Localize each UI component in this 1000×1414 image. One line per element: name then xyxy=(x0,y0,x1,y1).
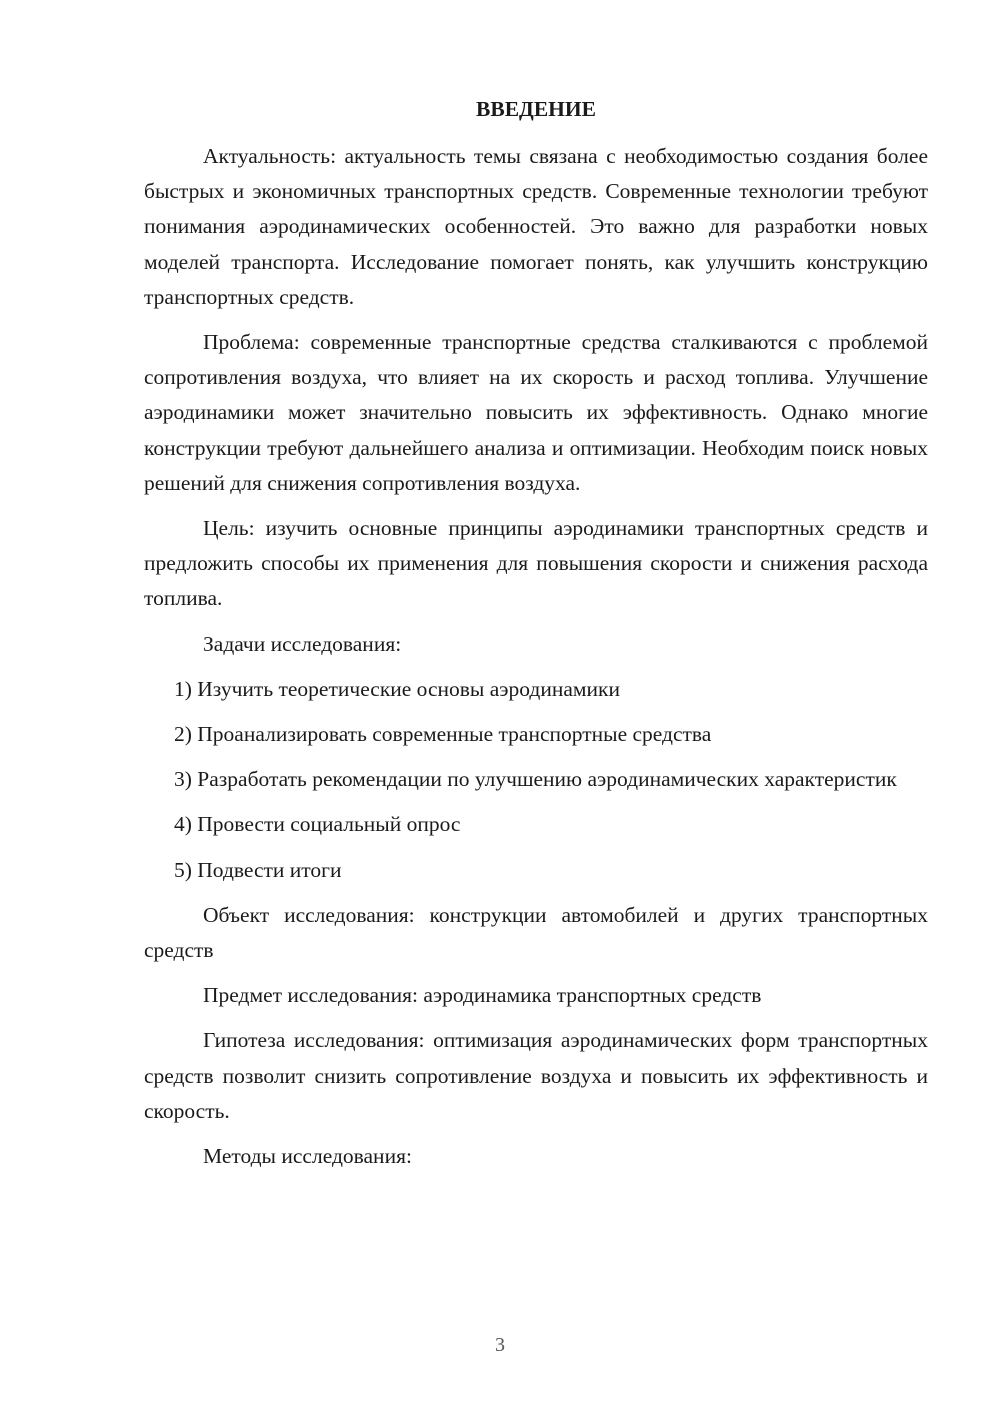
goal-paragraph: Цель: изучить основные принципы аэродинамики транспортных средств и предложить способы их применения для повышения скорости и снижения расхода топлива. xyxy=(144,516,928,611)
task-item: 4) Провести социальный опрос xyxy=(174,812,461,837)
problem-paragraph: Проблема: современные транспортные средства сталкиваются с проблемой сопротивления воздуха, что влияет на их скорость и расход топлива. Улучшение аэродинамики может значительно повысить их эффективность. Однако многие конструкции требуют дальнейшего анализа и оптимизации. Необходим поиск новых решений для снижения сопротивления воздуха. xyxy=(144,330,928,495)
tasks-heading: Задачи исследования: xyxy=(203,631,402,656)
section-title: ВВЕДЕНИЕ xyxy=(476,97,596,121)
relevance-paragraph: Актуальность: актуальность темы связана с необходимостью создания более быстрых и экономичных транспортных средств. Современные технологии требуют понимания аэродинамических особенностей. Это важно для разработки новых моделей транспорта. Исследование помогает понять, как улучшить конструкцию транспортных средств. xyxy=(144,144,928,309)
document-page xyxy=(144,92,928,1184)
task-item: 2) Проанализировать современные транспортные средства xyxy=(174,722,712,747)
methods-heading: Методы исследования: xyxy=(203,1144,412,1169)
task-item: 3) Разработать рекомендации по улучшению аэродинамических характеристик xyxy=(174,767,897,792)
task-item: 5) Подвести итоги xyxy=(174,857,342,882)
object-paragraph: Объект исследования: конструкции автомобилей и других транспортных средств xyxy=(144,902,928,963)
subject-paragraph: Предмет исследования: аэродинамика транспортных средств xyxy=(203,983,762,1008)
page-number: 3 xyxy=(495,1334,505,1356)
task-item: 1) Изучить теоретические основы аэродинамики xyxy=(174,676,620,701)
hypothesis-paragraph: Гипотеза исследования: оптимизация аэродинамических форм транспортных средств позволит снизить сопротивление воздуха и повысить их эффективность и скорость. xyxy=(144,1028,928,1123)
